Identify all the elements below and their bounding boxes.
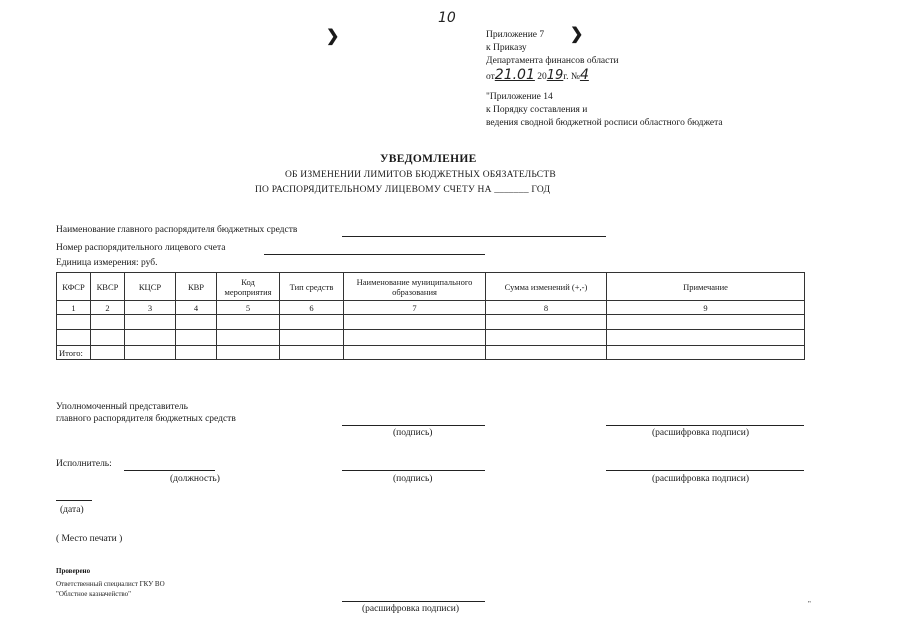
header-kcsr: КЦСР xyxy=(125,273,176,301)
table-total-row xyxy=(57,346,805,360)
col-number: 7 xyxy=(344,301,486,315)
decode-line xyxy=(606,425,804,426)
punch-mark-left: ❯ xyxy=(326,28,340,45)
header-municipality: Наименование муниципального образования xyxy=(344,273,486,301)
col-number: 3 xyxy=(125,301,176,315)
unit-label: Единица измерения: руб. xyxy=(56,258,158,268)
checked-title: Проверено xyxy=(56,567,91,575)
header-kfsr: КФСР xyxy=(57,273,91,301)
number-label: г. № xyxy=(563,72,580,82)
page-number: 10 xyxy=(438,10,456,26)
representative-line1: Уполномоченный представитель xyxy=(56,402,188,412)
table-number-row xyxy=(57,301,805,315)
year-handwritten: 19 xyxy=(546,68,564,83)
checked-line1: Ответственный специалист ГКУ ВО xyxy=(56,580,165,588)
col-number: 2 xyxy=(91,301,125,315)
appendix2-line1: "Приложение 14 xyxy=(486,92,553,102)
table-header-row xyxy=(57,273,805,301)
signature-line xyxy=(342,425,485,426)
executor-decode-line xyxy=(606,470,804,471)
checked-line2: "Облстное казначейство" xyxy=(56,590,132,598)
col-number: 4 xyxy=(176,301,217,315)
document-title: УВЕДОМЛЕНИЕ xyxy=(380,153,477,165)
executor-signature-line xyxy=(342,470,485,471)
executor-signature-caption: (подпись) xyxy=(393,474,433,484)
col-number: 6 xyxy=(280,301,344,315)
col-number: 9 xyxy=(607,301,805,315)
document-subtitle-2: ПО РАСПОРЯДИТЕЛЬНОМУ ЛИЦЕВОМУ СЧЕТУ НА _______ ГОД xyxy=(255,185,551,195)
document-subtitle-1: ОБ ИЗМЕНЕНИИ ЛИМИТОВ БЮДЖЕТНЫХ ОБЯЗАТЕЛЬСТВ xyxy=(285,170,556,180)
limits-table xyxy=(56,272,805,360)
header-kvsr: КВСР xyxy=(91,273,125,301)
header-funds-type: Тип средств xyxy=(280,273,344,301)
manager-fill-line xyxy=(342,236,606,237)
decode-caption: (расшифровка подписи) xyxy=(652,428,749,438)
account-label: Номер распорядительного лицевого счета xyxy=(56,243,226,253)
header-note: Примечание xyxy=(607,273,805,301)
year-prefix: 20 xyxy=(537,72,547,82)
col-number: 5 xyxy=(217,301,280,315)
col-number: 1 xyxy=(57,301,91,315)
header-event-code: Код мероприятия xyxy=(217,273,280,301)
account-fill-line xyxy=(264,254,485,255)
position-line xyxy=(124,470,215,471)
appendix2-line2: к Порядку составления и xyxy=(486,105,588,115)
stamp-caption: ( Место печати ) xyxy=(56,534,123,544)
representative-line2: главного распорядителя бюджетных средств xyxy=(56,414,236,424)
appendix-line3: Департамента финансов области xyxy=(486,56,619,66)
header-change-sum: Сумма изменений (+,-) xyxy=(486,273,607,301)
date-caption: (дата) xyxy=(60,505,84,515)
date-prefix: от xyxy=(486,72,495,82)
punch-mark-right: ❯ xyxy=(570,26,584,43)
number-handwritten: 4 xyxy=(579,67,589,83)
appendix-line2: к Приказу xyxy=(486,43,527,53)
manager-label: Наименование главного распорядителя бюджетных средств xyxy=(56,225,298,235)
date-line xyxy=(56,500,92,501)
checked-decode-caption: (расшифровка подписи) xyxy=(362,604,459,614)
position-caption: (должность) xyxy=(170,474,220,484)
date-handwritten: 21.01 xyxy=(494,67,535,83)
appendix-date-line xyxy=(486,67,589,83)
checked-signature-line xyxy=(342,601,485,602)
total-label: Итого: xyxy=(57,346,91,360)
executor-decode-caption: (расшифровка подписи) xyxy=(652,474,749,484)
appendix-line1: Приложение 7 xyxy=(486,30,545,40)
signature-caption: (подпись) xyxy=(393,428,433,438)
table-row xyxy=(57,315,805,330)
header-kvr: КВР xyxy=(176,273,217,301)
table-row xyxy=(57,330,805,346)
closing-quote: " xyxy=(808,600,811,608)
appendix2-line3: ведения сводной бюджетной росписи областного бюджета xyxy=(486,118,723,128)
col-number: 8 xyxy=(486,301,607,315)
executor-label: Исполнитель: xyxy=(56,459,112,469)
